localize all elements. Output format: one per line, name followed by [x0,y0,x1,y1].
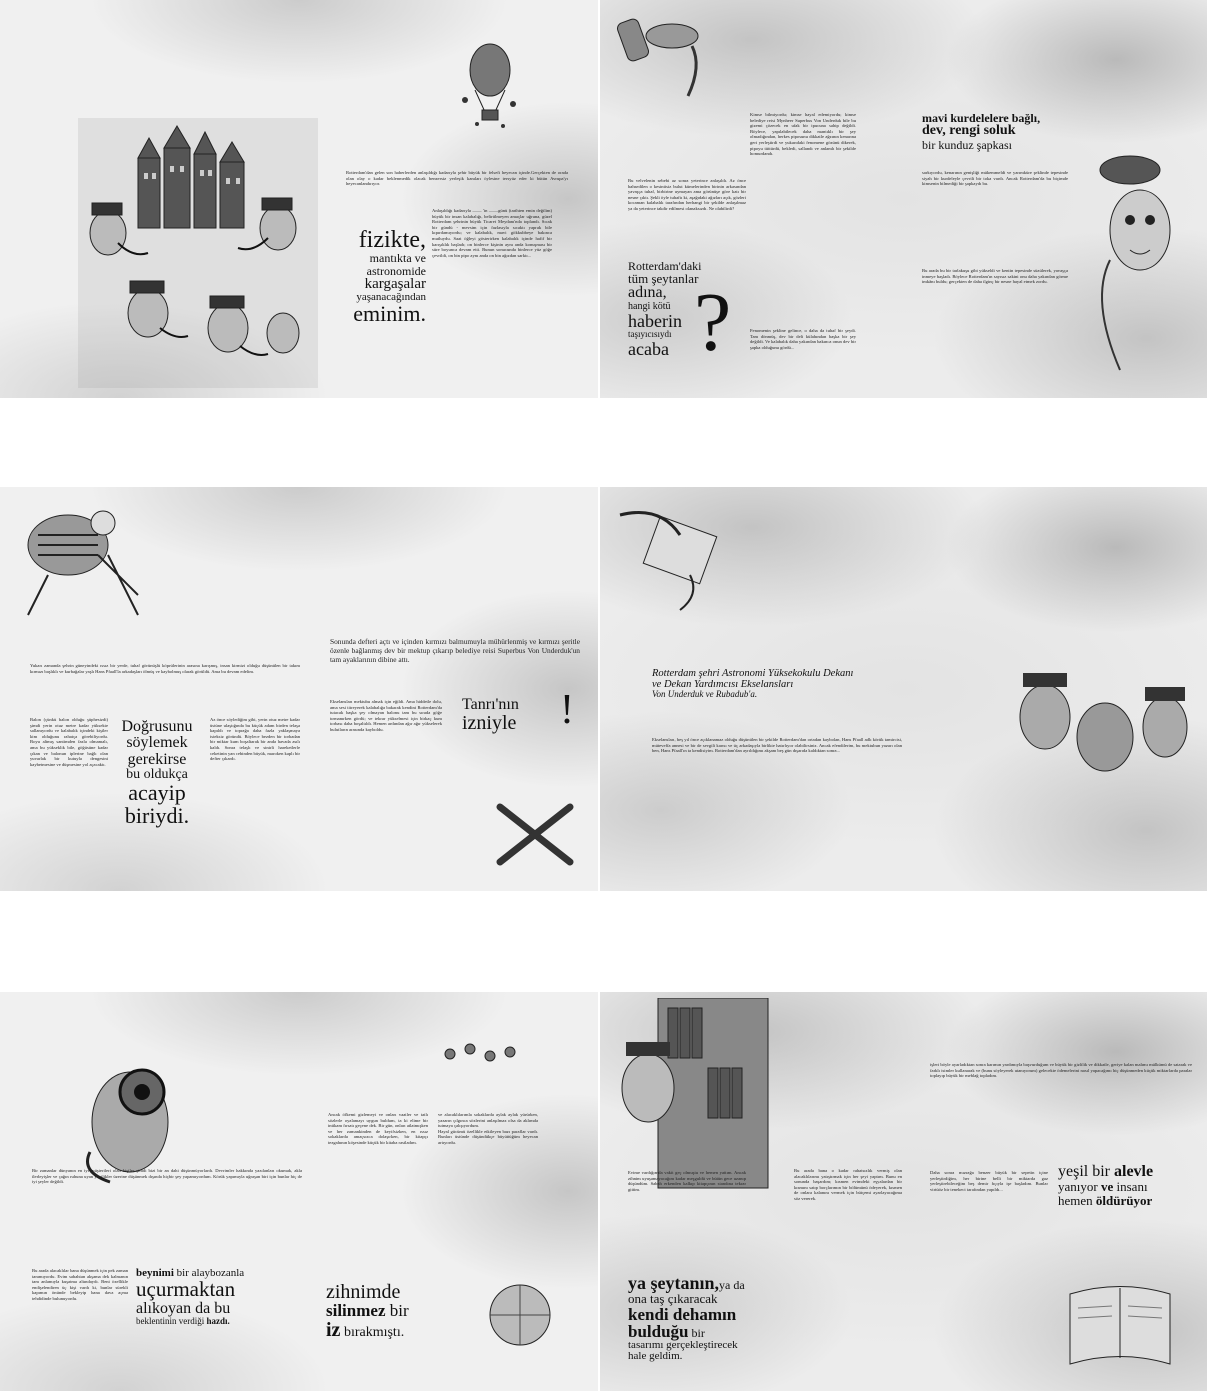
pull-text: beklentinin verdiği [136,1315,207,1326]
balloon-basket-illustration [455,40,525,130]
surprised-man-illustration [1070,120,1190,380]
heading-line: Rotterdam şehri Astronomi Yüksekokulu Dekanı [652,668,854,679]
column-1: Evime vardığımda vakit geç olmuştu ve hemen yattım. Ancak zihnim uyuşamayacağım kadar meşguldü ve bütün gece uzanıp düşündüm. Sabah erkenden kalkıp kitapçının standına tekrar gittim. [628,1170,746,1192]
exclamation-mark: ! [560,687,574,733]
intro-paragraph: Rotterdam'dan gelen son haberlerden anlaşıldığı kadarıyla şehir büyük bir felsefi heyecan içinde.Gerçekten de orada olan olay o kadar beklenmedik olacak benzersiz yerleşik kanıları öylesine tersyüz eder ki bütün Avrupa'yı heyecanlandırıyor. [346,170,568,187]
pull-line: fizikte, [358,227,426,253]
column-4: Daha sonra mızrağa benzer büyük bir sepetin içine yerleştirdiğim, her birine belli bir miktarda gaz yerleştirebileceğim beş demir fıçıyla işe başladım. Bunlar virtüöz bir tenekeci tarafından yapıldı... [930,1170,1048,1192]
pull-bold: alevle [1114,1163,1154,1180]
heading-line: Von Underduk ve Rubadub'a. [652,689,758,700]
column-4: sarkıyordu, kenarının genişliği mükemmeldi ve yarımküre şeklinde tepesinde siyah bir kurdeleyle çevrili bir toka vardı. Ancak Rotterdam'da bu biçimde kimsenin bilmediği bir şapkaydı bu. [922,170,1068,187]
spread-1-right-page [600,0,1207,398]
pull-text: hemen [1058,1192,1096,1208]
pull-bold: ve [1100,1179,1114,1195]
pull-bold: hazdı. [206,1315,230,1326]
pull-line: haberin [628,310,682,331]
pull-text: bir [688,1325,705,1340]
column-1: Balon (çünkü balon olduğu şüphesizdi) şimdi yerin otuz metre kadar yüksekte sallanıyordu ve kalabalık içindeki kişiler kim olduğunu rahatça görebiliyordu. Boyu altmış santimden fazla olmamalı, ama bu yükseklik bile, göğüsüne kadar çıkan ve balonun iplerine bağlı olan yuvarlak bir kutuyla dengesini kaybetmesine ve düşmesine yol açacaktı. [30,717,108,767]
bookshelf-man-illustration [608,998,778,1193]
pull-line: yaşanacağından [356,291,426,304]
pebbles-illustration [440,1034,530,1074]
column-2: Ancak öfkemi gizlemeyi ve onları vaatler ve tatlı sözlerle oyalamayı uygun buldum, ta ki elime bir intikam fırsatı geçene dek. Bir gün, onları atlatmışken ve her zamankinden de keyifsizken, en ıssız sokaklarda amaçsızca dolaşırken, bir kitapçı tezgahının köşesinde küçük bir kitaba rastladım. [328,1112,428,1145]
pull-line: biriydi. [124,802,190,828]
pull-line: Doğrusunu [121,718,193,735]
hat-bottle-illustration [612,6,722,106]
pull-bold: beynimi [136,1267,174,1279]
pull-line-3 [326,1320,466,1340]
pull-bold: silinmez [326,1301,386,1321]
pull-text: yeşil bir [1058,1163,1114,1180]
pull-line: acayip [128,780,186,806]
spread-2-right-page [600,487,1207,891]
spread-3-left-page [0,992,598,1391]
pull-text: insanı [1113,1179,1148,1195]
pull-line-6: hale geldim. [628,1350,683,1363]
spread-2-left-page [0,487,598,891]
column-3: Fenomenin şekline gelince, o daha da tuhaf bir şeydi. Tam dönmüş, dev bir deli külahından başka bir şey değildi. Ve kalabalık daha yakından bakınca onun dev bir şapka olduğunu gördü... [750,328,856,350]
pull-line: mantıkta ve [369,251,426,266]
column-5: Bu arada bu bir tarlakuşu gibi yükseldi ve kentin tepesinde süzülerek, yavaşça inmeye başladı. Böylece Rotterdam'ın sayısız sakini onu daha yakından görme imkânı buldu; gerçekten de daha ilginç bir nesne hayal etmek zordu. [922,268,1068,285]
pull-bold: iz [326,1318,341,1341]
column-3: Ekselansları mektubu almak için eğildi. Ama hiddetle dolu, ama sesi titreyerek kalabalığa bakarak kendini Rotterdam'da tutacak başka şey olmayan balonu tam bu sırada göğe tırmanırken gördü; ve tekrar yükselmesi için birkaç kum torbası daha boşaltıldı. Hemen ardından ağır ağır yükselerek bulutların arasında kayboldu. [330,699,442,732]
pull-bold: öldürüyor [1095,1192,1153,1208]
town-houses-smokers-illustration [78,118,318,388]
question-mark: ? [694,276,732,369]
top-paragraph: Sonunda defteri açtı ve içinden kırmızı balmumuyla mühürlenmiş ve kırmızı şeritle özenle bağlanmış dev bir mektup çıkarıp belediye reisi Superbus Von Underduk'un tam ayaklarının dibine attı. [330,637,580,664]
pull-line-4 [136,1317,281,1326]
heading-line: ve Dekan Yardımcısı Ekselansları [652,678,794,690]
skeleton-illustration [8,495,158,625]
pull-line: hangi kötü [628,300,671,312]
headline-line: dev, rengi soluk [922,123,1016,139]
headline-kunduz [922,112,1072,151]
pull-text: bir [385,1301,409,1321]
crossed-bones-illustration [490,797,580,872]
column-2: Az önce söylediğim gibi, yerin otuz metre kadar üstüne ulaştığında bu küçük adam birden telaşa kapıldı ve toprağa daha fazla yaklaşmaya isteksiz göründü. Böylece bezden bir torbadan bir miktar kum boşaltarak bir anda havada asılı kaldı. Sonra telaşlı ve sinirli hareketlerle ceketinin yan cebinden büyük, maroken kaplı bir defter çıkardı. [210,717,300,762]
open-book-illustration [1060,1274,1180,1374]
letter-heading [652,669,952,700]
pull-line: taşıyıcısıydı [628,329,672,340]
pull-text: bir alaybozanla [173,1267,245,1279]
pull-text: bırakmıştı. [340,1324,405,1340]
pull-quote-zihnimde [326,1282,466,1340]
spread-3-right-page [600,992,1207,1391]
pull-quote-fizikte [336,228,426,326]
pull-line-1: zihnimde [326,1281,401,1303]
pull-quote-yesil [1058,1164,1198,1207]
pull-line-2 [1058,1180,1198,1193]
pull-line: Rotterdam'daki [628,259,702,273]
pull-line: kargaşalar [364,275,426,292]
globe-illustration [478,1277,563,1352]
pull-text: yanıyor [1058,1179,1101,1195]
headline-line: bir kunduz şapkası [922,137,1012,152]
pull-line: bu oldukça [126,766,188,782]
pull-line: söylemek [126,734,188,752]
intro-paragraph: Bir zamanlar dünyanın en iyi müşterileri olan kişiler şimdi bizi bir an dahi düşünmüyorlardı. Devrimler hakkında yazılanları okumak, akla ilerleyişler ve çağın ruhuna uyan yenilikler üzerine düşünmek dışında hiçbir şey yapamıyordum. Körük yapımıyla uğraşan biri için bunlar hiç de iyi şeyler değildi. [32,1168,302,1185]
pull-line: eminim. [353,301,426,327]
pull-line: izniyle [462,712,517,735]
column-3: işleri böyle ayarladıktan sonra karımın yardımıyla başvurduğum ve büyük bir gizlilik ve dikkatle, geriye kalan malımı mülkümü de satarak ve farklı isimler kullanarak ve (bunu söyleyerek utanıyorum) gelecekte ödemelerini nasıl yapacağımı hiç düşünmeden küçük miktarlarda paralar toplayıp büyük bir meblağ topladım. [930,1062,1192,1079]
spread-1-left-page [0,0,598,398]
body-column: Anlaşıldığı kadarıyla —— 'in ——günü (tarihten emin değilim) büyük bir insan kalabalığı, belirtilmeyen amaçlar uğruna, güzel Rotterdam şehrinin büyük Ticaret Meydanı'nda toplandı. Sıcak bir gündü - mevsim için fazlasıyla sıcaktı yaprak bile kıpırdamıyordu; ve kalabalık, mavi gökkubbeye bakınca mutluydu. Saat öğleyi gösterirken kalabalık içinde hafif bir karışıklık başladı; on binlerce kişinin aynı anda konuşması bir süre boyunca devam etti. Bunun sonucunda binlerce yüz göğe çevrildi, on bin pipo aynı anda on bin ağızdan sarktı... [432,208,552,258]
spread-3 [0,992,1207,1391]
column-3: ve alacaklılarımla sokaklarda aylak aylak yürürken, yazarın çılgınca sözlerini anlaşılmaz olsa da aklımda tutmaya çalışıyordum. Hayal gücümü özellikle etkileyen bazı paraflar vardı. Bunları üstünde düşündükçe büyüttüğüm heyecan artıyordu. [438,1112,538,1145]
pull-line: gerekirse [127,750,187,768]
pull-line-3: kendi dehamın [628,1304,737,1324]
pull-line: astronomide [366,263,426,278]
pull-line-1 [1058,1164,1198,1180]
pull-text: ya da [719,1278,745,1292]
letter-body: Ekselansları, beş yıl önce açıklanamaz olduğu düşünülen bir şekilde Rotterdam'dan ortadan kaybolan, Hans Pfaall adlı körük tamircisi, müteveffa annesi ve bir de sevgili karısı ve üç arkadaşıyla birlikte hatırlıyor olabilirsiniz. Ancak efendilerim, bu mektubun yazarı olan ben, Hans Pfaall'ın ta kendisiyim. Rotterdam'dan ayrıldığımı akşam beş gün dışarıda kaldıktan sonra... [652,737,902,754]
pull-line: tüm şeytanlar [628,271,699,287]
pull-bold: bulduğu [628,1321,689,1341]
pull-line-4 [628,1323,788,1340]
spread-2 [0,487,1207,891]
pull-line: acaba [628,338,669,359]
pull-quote-beynimi [136,1268,281,1326]
pull-bold: ya şeytanın, [628,1273,720,1293]
pull-line-3 [1058,1194,1198,1207]
headline-line: mavi kurdelelere bağlı, [922,111,1041,125]
column-2: Kimse bilmiyordu; kimse hayal edemiyordu; kimse belediye reisi Mynheer Superbus Von Underduk bile bu gizemi çözecek en ufak bir ipucuna sahip değildi. Böylece, yapılabilecek daha mantıklı bir şey olmadığından, herkes piposunu dikkatle ağzının kenarına geri yerleştirdi ve yukarıdaki fenomene gözünü dikerek, pipoyu tüttürdü, bekledi, sallandı ve anlamlı bir şekilde homurdandı. [750,112,856,157]
pull-line: adına, [628,284,667,302]
pull-line-2 [326,1302,466,1319]
pull-line-1 [628,1274,788,1292]
column-2: Bu arada bana o kadar rahatsızlık vermiş olan alacaklılarımı yatıştırmak için her şeyi yaptım. Bunu en sonunda başardım; kısmen evimdeki eşyalardan bir kısmını satıp borçlarımın bir bölümünü ödeyerek, kısmen de onlara kalanını vermek için bütçemi ayarlayacağıma söz vererek. [794,1168,902,1201]
pull-quote-dogrusunu [112,719,202,827]
intro-paragraph: Yukarı zamanda şehrin güneyindeki ıssız bir yerde, tuhaf görünüşlü köprülerinin arasına karışmış, insan kirmizi olduğu düşünülen bir takım kırmızı başlıklı ve kurbağalar yaşlı Hans Pfaall'la arkadaşları ölmüş ve kaybolmuş olarak görüldü. Ama bu devam edelim. [30,663,300,674]
pull-line-2: uçurmaktan [136,1277,236,1302]
pull-quote-seytanin [628,1274,788,1363]
pull-line-3: alıkoyan da bu [136,1299,231,1317]
pull-line: Tanrı'nın [462,696,519,713]
three-men-illustration [995,637,1195,807]
hand-letter-illustration [610,495,740,615]
column-1: Bu velvelenin sebebi az sonra yeterince anlaşıldı. Az önce bahsedilen o kesintisiz bulut kümelerinden birinin arkasından yavaşça tuhaf, birbirine uymayan ama görünüşe göre katı bir nesne çıktı. Şekli öyle tuhaftı ki, aşağıdaki ağızları açık, gözleri kocaman kalabalık tarafından herhangi bir şekilde anlaşılmaz ya da yeterince takdir edilmesi olanaksızdı. Ne olabilirdi? [628,178,746,211]
spread-1 [0,0,1207,398]
pull-line-5: tasarımı gerçekleştirecek [628,1339,738,1352]
column-1: Bu arada alacaklılar bana düşünmek için pek zaman tanımıyordu. Evim sabahtan akşama dek kalmanın tam anlamıyla kuşatma altındaydı. Beni özellikle endişelendiren üç kişi vardı ki, bunlar sürekli kapımın önünde bekleyip bana dava açma tehdidinde bulunuyordu. [32,1268,128,1301]
pull-line-2: ona taş çıkaracak [628,1291,718,1307]
